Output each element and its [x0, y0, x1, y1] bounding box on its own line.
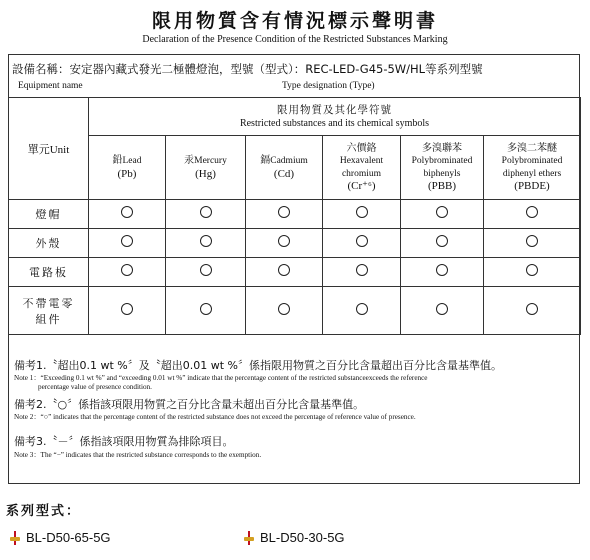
substance-header-chromium [323, 136, 401, 200]
substance-name-zh: 六價鉻 [346, 142, 377, 154]
substances-group-header [89, 98, 581, 136]
note-3-en: Note 3：The “−” indicates that the restricted substance corresponds to the exemption. [14, 451, 262, 459]
group-header-zh: 限用物質及其化學符號 [277, 103, 392, 116]
substance-symbol: (Hg) [195, 167, 216, 180]
circle-mark-icon [526, 303, 538, 315]
substance-name-zh: 多溴二苯醚 [507, 142, 557, 154]
presence-cell [323, 258, 401, 287]
substance-name-en: Polybrominated [411, 156, 473, 166]
presence-cell [166, 258, 246, 287]
substance-header-lead [89, 136, 166, 200]
circle-mark-icon [526, 264, 538, 276]
series-model-item [10, 530, 111, 545]
circle-mark-icon [356, 303, 368, 315]
substance-name-en: Polybrominated [501, 156, 563, 166]
substance-symbol: (Pb) [117, 167, 137, 180]
row-label: 電路板 [9, 258, 89, 287]
table-group-header-row [9, 98, 581, 136]
presence-cell [89, 258, 166, 287]
page-subtitle: Declaration of the Presence Condition of the Restricted Substances Marking [142, 34, 448, 45]
presence-cell [166, 287, 246, 335]
circle-mark-icon [356, 206, 368, 218]
substance-header-pbb [401, 136, 484, 200]
substance-name-en: Cadmium [270, 156, 308, 166]
circle-mark-icon [121, 264, 133, 276]
circle-mark-icon [121, 235, 133, 247]
substance-name-zh: 鎘 [260, 155, 271, 166]
pushpin-icon [10, 531, 20, 545]
series-model-label: BL-D50-65-5G [26, 530, 111, 545]
row-label: 燈帽 [9, 200, 89, 229]
substance-symbol: (Cr⁺⁶) [347, 180, 376, 192]
substance-name-en: chromium [341, 168, 382, 179]
page-title: 限用物質含有情況標示聲明書 [151, 10, 438, 32]
presence-cell [323, 200, 401, 229]
table-row [9, 229, 581, 258]
circle-mark-icon [278, 206, 290, 218]
presence-cell [166, 229, 246, 258]
note-2-zh: 備考2.〝○〞係指該項限用物質之百分比含量未超出百分比含量基準值。 [14, 398, 365, 411]
equipment-name-zh: 設備名稱：安定器內藏式發光二極體燈泡，型號（型式）：REC-LED-G45-5W/HL等系列型號 [12, 62, 483, 76]
presence-cell [89, 200, 166, 229]
presence-cell [401, 258, 484, 287]
presence-cell [484, 200, 581, 229]
circle-mark-icon [526, 206, 538, 218]
presence-cell [401, 200, 484, 229]
group-header-en: Restricted substances and its chemical symbols [239, 117, 430, 129]
presence-cell [246, 287, 323, 335]
circle-mark-icon [356, 264, 368, 276]
substance-symbol: (PBB) [427, 180, 457, 192]
circle-mark-icon [121, 206, 133, 218]
circle-mark-icon [200, 206, 212, 218]
substance-name-zh: 鉛 [112, 155, 123, 166]
circle-mark-icon [278, 303, 290, 315]
substance-name-en: Lead [122, 156, 142, 166]
row-label-line: 不帶電零 [22, 297, 75, 310]
row-label [9, 287, 89, 335]
presence-cell [89, 287, 166, 335]
type-designation-en: Type designation (Type) [282, 81, 375, 91]
circle-mark-icon [200, 264, 212, 276]
table-row [9, 287, 581, 335]
substance-name-en: Mercury [194, 156, 227, 166]
series-title: 系列型式： [6, 504, 82, 519]
presence-cell [166, 200, 246, 229]
table-row [9, 200, 581, 229]
series-model-item [244, 530, 345, 545]
equipment-name-en: Equipment name [18, 81, 83, 91]
pushpin-icon [244, 531, 254, 545]
circle-mark-icon [278, 264, 290, 276]
presence-cell [323, 287, 401, 335]
note-2-en: Note 2：“○” indicates that the percentage content of the restricted substance does not exceed the percentage of reference value of presence. [14, 413, 416, 421]
substance-header-row [9, 136, 581, 200]
note-1-en: Note 1：“Exceeding 0.1 wt %” and “exceeding 0.01 wt %” indicate that the percentage content of the restricted substanceexceeds the reference [14, 374, 428, 382]
presence-cell [323, 229, 401, 258]
unit-header: 單元Unit [9, 98, 89, 200]
substance-name-en: Hexavalent [339, 156, 384, 166]
circle-mark-icon [436, 235, 448, 247]
circle-mark-icon [200, 235, 212, 247]
presence-cell [89, 229, 166, 258]
note-1-zh: 備考1.〝超出0.1 wt %〞及〝超出0.01 wt %〞係指限用物質之百分比含量超出百分比含量基準值。 [14, 359, 502, 372]
substance-name-zh: 多溴聯苯 [422, 142, 462, 154]
note-3-zh: 備考3.〝－〞係指該項限用物質為排除項目。 [14, 435, 234, 448]
substance-name-en: biphenyls [423, 168, 461, 179]
circle-mark-icon [436, 206, 448, 218]
presence-cell [484, 229, 581, 258]
row-label-line: 組件 [35, 313, 62, 326]
substance-symbol: (Cd) [273, 167, 295, 180]
series-model-label: BL-D50-30-5G [260, 530, 345, 545]
circle-mark-icon [356, 235, 368, 247]
circle-mark-icon [121, 303, 133, 315]
presence-cell [246, 258, 323, 287]
circle-mark-icon [436, 264, 448, 276]
substance-header-pbde [484, 136, 581, 200]
substance-header-cadmium [246, 136, 323, 200]
substance-header-mercury [166, 136, 246, 200]
presence-cell [246, 200, 323, 229]
circle-mark-icon [200, 303, 212, 315]
substance-name-zh: 汞 [184, 155, 195, 166]
circle-mark-icon [436, 303, 448, 315]
presence-cell [401, 229, 484, 258]
substance-table [8, 97, 581, 335]
substance-name-en: diphenyl ethers [502, 168, 562, 179]
presence-cell [484, 258, 581, 287]
table-row [9, 258, 581, 287]
circle-mark-icon [278, 235, 290, 247]
row-label: 外殼 [9, 229, 89, 258]
circle-mark-icon [526, 235, 538, 247]
presence-cell [246, 229, 323, 258]
note-1-en-cont: percentage value of presence condition. [38, 383, 152, 391]
substance-symbol: (PBDE) [514, 180, 550, 192]
presence-cell [484, 287, 581, 335]
presence-cell [401, 287, 484, 335]
